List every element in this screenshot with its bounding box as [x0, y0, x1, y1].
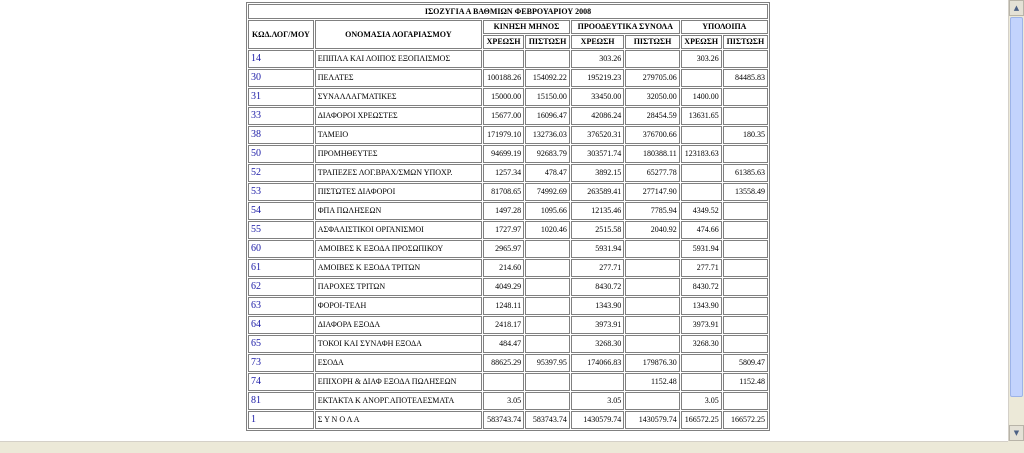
header-cumulative-credit: ΠΙΣΤΩΣΗ [625, 35, 679, 49]
account-code-cell [248, 297, 314, 315]
account-code-cell [248, 335, 314, 353]
balance-debit-cell: 3.05 [681, 392, 722, 410]
balance-debit-cell: 4349.52 [681, 202, 722, 220]
balance-credit-cell [723, 316, 768, 334]
table-row [248, 335, 768, 353]
balance-credit-cell [723, 278, 768, 296]
table-row [248, 183, 768, 201]
cumulative-credit-cell [625, 278, 679, 296]
account-code-cell [248, 183, 314, 201]
cumulative-credit-cell [625, 297, 679, 315]
account-code-link[interactable]: 73 [251, 357, 261, 368]
table-row [248, 202, 768, 220]
balance-debit-cell: 474.66 [681, 221, 722, 239]
month-credit-cell: 95397.95 [525, 354, 570, 372]
scrollbar-corner [1008, 441, 1024, 453]
header-cumulative-debit: ΧΡΕΩΣΗ [571, 35, 624, 49]
account-code-cell [248, 373, 314, 391]
balance-debit-cell: 3268.30 [681, 335, 722, 353]
balance-credit-cell [723, 107, 768, 125]
month-credit-cell: 132736.03 [525, 126, 570, 144]
balance-debit-cell: 1400.00 [681, 88, 722, 106]
account-name-cell: Σ Υ Ν Ο Λ Α [315, 411, 482, 429]
account-code-link[interactable]: 54 [251, 205, 261, 216]
table-row [248, 259, 768, 277]
balance-credit-cell: 13558.49 [723, 183, 768, 201]
account-name-cell: ΔΙΑΦΟΡΑ ΕΞΟΔΑ [315, 316, 482, 334]
account-code-cell [248, 354, 314, 372]
account-code-link[interactable]: 61 [251, 262, 261, 273]
balance-credit-cell: 166572.25 [723, 411, 768, 429]
header-group-cumulative: ΠΡΟΟΔΕΥΤΙΚΑ ΣΥΝΟΛΑ [571, 20, 680, 34]
cumulative-debit-cell: 303571.74 [571, 145, 624, 163]
month-debit-cell: 1497.28 [483, 202, 524, 220]
scroll-down-arrow-icon[interactable]: ▼ [1009, 425, 1024, 441]
account-code-link[interactable]: 64 [251, 319, 261, 330]
cumulative-credit-cell [625, 240, 679, 258]
header-group-balance: ΥΠΟΛΟΙΠΑ [681, 20, 768, 34]
balance-credit-cell [723, 335, 768, 353]
account-name-cell: ΤΑΜΕΙΟ [315, 126, 482, 144]
cumulative-debit-cell: 3973.91 [571, 316, 624, 334]
account-code-link[interactable]: 63 [251, 300, 261, 311]
table-row [248, 107, 768, 125]
account-code-cell [248, 126, 314, 144]
month-debit-cell: 1727.97 [483, 221, 524, 239]
balance-credit-cell [723, 259, 768, 277]
account-code-cell [248, 221, 314, 239]
account-name-cell: ΠΕΛΑΤΕΣ [315, 69, 482, 87]
balance-debit-cell [681, 354, 722, 372]
totals-row [248, 411, 768, 429]
balance-debit-cell [681, 164, 722, 182]
month-credit-cell: 154092.22 [525, 69, 570, 87]
month-credit-cell [525, 373, 570, 391]
cumulative-credit-cell [625, 259, 679, 277]
balance-debit-cell [681, 373, 722, 391]
balance-credit-cell: 180.35 [723, 126, 768, 144]
cumulative-debit-cell: 1343.90 [571, 297, 624, 315]
balance-credit-cell [723, 297, 768, 315]
cumulative-debit-cell: 3268.30 [571, 335, 624, 353]
cumulative-debit-cell: 2515.58 [571, 221, 624, 239]
account-code-cell [248, 278, 314, 296]
balance-debit-cell: 5931.94 [681, 240, 722, 258]
account-name-cell: ΣΥΝΑΛΛΑΓΜΑΤΙΚΕΣ [315, 88, 482, 106]
cumulative-credit-cell: 180388.11 [625, 145, 679, 163]
cumulative-debit-cell: 376520.31 [571, 126, 624, 144]
month-debit-cell: 214.60 [483, 259, 524, 277]
account-code-link[interactable]: 60 [251, 243, 261, 254]
cumulative-credit-cell: 2040.92 [625, 221, 679, 239]
month-debit-cell [483, 373, 524, 391]
account-code-cell [248, 107, 314, 125]
account-code-link[interactable]: 53 [251, 186, 261, 197]
month-credit-cell [525, 392, 570, 410]
scrollbar-thumb[interactable] [1010, 17, 1023, 397]
month-debit-cell: 2965.97 [483, 240, 524, 258]
cumulative-credit-cell [625, 335, 679, 353]
balance-debit-cell: 303.26 [681, 50, 722, 68]
account-code-cell [248, 69, 314, 87]
balance-credit-cell [723, 88, 768, 106]
month-credit-cell: 74992.69 [525, 183, 570, 201]
month-credit-cell: 16096.47 [525, 107, 570, 125]
balance-debit-cell [681, 69, 722, 87]
cumulative-credit-cell: 32050.00 [625, 88, 679, 106]
month-credit-cell [525, 316, 570, 334]
account-code-cell [248, 88, 314, 106]
cumulative-credit-cell [625, 50, 679, 68]
account-code-cell [248, 240, 314, 258]
cumulative-debit-cell: 263589.41 [571, 183, 624, 201]
month-debit-cell: 81708.65 [483, 183, 524, 201]
account-name-cell: ΦΟΡΟΙ-ΤΕΛΗ [315, 297, 482, 315]
account-code-cell [248, 145, 314, 163]
header-balance-credit: ΠΙΣΤΩΣΗ [723, 35, 768, 49]
month-credit-cell [525, 335, 570, 353]
cumulative-debit-cell: 3892.15 [571, 164, 624, 182]
balance-debit-cell: 8430.72 [681, 278, 722, 296]
header-month-debit: ΧΡΕΩΣΗ [483, 35, 524, 49]
cumulative-credit-cell: 1152.48 [625, 373, 679, 391]
account-code-link[interactable]: 55 [251, 224, 261, 235]
month-debit-cell: 3.05 [483, 392, 524, 410]
account-code-link[interactable]: 52 [251, 167, 261, 178]
month-credit-cell [525, 240, 570, 258]
table-row [248, 50, 768, 68]
cumulative-credit-cell: 179876.30 [625, 354, 679, 372]
table-row [248, 316, 768, 334]
cumulative-debit-cell: 12135.46 [571, 202, 624, 220]
month-debit-cell: 100188.26 [483, 69, 524, 87]
month-credit-cell: 15150.00 [525, 88, 570, 106]
cumulative-credit-cell [625, 392, 679, 410]
month-credit-cell: 1095.66 [525, 202, 570, 220]
account-code-link[interactable]: 74 [251, 376, 261, 387]
header-group-month: ΚΙΝΗΣΗ ΜΗΝΟΣ [483, 20, 570, 34]
account-name-cell: ΠΑΡΟΧΕΣ ΤΡΙΤΩΝ [315, 278, 482, 296]
month-credit-cell [525, 50, 570, 68]
month-debit-cell: 484.47 [483, 335, 524, 353]
account-code-link[interactable]: 62 [251, 281, 261, 292]
month-debit-cell: 583743.74 [483, 411, 524, 429]
header-account-code: ΚΩΔ.ΛΟΓ/ΜΟΥ [248, 20, 314, 49]
account-code-link[interactable]: 1 [251, 414, 256, 425]
month-credit-cell: 583743.74 [525, 411, 570, 429]
balance-credit-cell [723, 145, 768, 163]
cumulative-debit-cell: 195219.23 [571, 69, 624, 87]
cumulative-credit-cell [625, 316, 679, 334]
balance-debit-cell: 1343.90 [681, 297, 722, 315]
cumulative-debit-cell: 174066.83 [571, 354, 624, 372]
balance-debit-cell: 166572.25 [681, 411, 722, 429]
balance-debit-cell [681, 183, 722, 201]
account-name-cell: ΦΠΑ ΠΩΛΗΣΕΩΝ [315, 202, 482, 220]
month-credit-cell: 478.47 [525, 164, 570, 182]
account-name-cell: ΑΜΟΙΒΕΣ Κ ΕΞΟΔΑ ΤΡΙΤΩΝ [315, 259, 482, 277]
account-code-link[interactable]: 30 [251, 72, 261, 83]
month-debit-cell: 1248.11 [483, 297, 524, 315]
month-credit-cell [525, 259, 570, 277]
vertical-scrollbar[interactable] [1008, 0, 1024, 441]
account-code-link[interactable]: 65 [251, 338, 261, 349]
horizontal-scrollbar[interactable] [0, 441, 1008, 453]
account-code-link[interactable]: 81 [251, 395, 261, 406]
table-row [248, 126, 768, 144]
account-name-cell: ΑΣΦΑΛΙΣΤΙΚΟΙ ΟΡΓΑΝΙΣΜΟΙ [315, 221, 482, 239]
account-code-link[interactable]: 31 [251, 91, 261, 102]
balance-credit-cell: 1152.48 [723, 373, 768, 391]
cumulative-credit-cell: 65277.78 [625, 164, 679, 182]
account-code-cell [248, 202, 314, 220]
cumulative-credit-cell: 1430579.74 [625, 411, 679, 429]
cumulative-debit-cell: 1430579.74 [571, 411, 624, 429]
table-row [248, 278, 768, 296]
table-row [248, 240, 768, 258]
account-code-link[interactable]: 14 [251, 53, 261, 64]
account-name-cell: ΑΜΟΙΒΕΣ Κ ΕΞΟΔΑ ΠΡΟΣΩΠΙΚΟΥ [315, 240, 482, 258]
account-code-cell [248, 259, 314, 277]
balance-credit-cell: 84485.83 [723, 69, 768, 87]
cumulative-credit-cell: 28454.59 [625, 107, 679, 125]
account-name-cell: ΤΡΑΠΕΖΕΣ ΛΟΓ.ΒΡΑΧ/ΣΜΩΝ ΥΠΟΧΡ. [315, 164, 482, 182]
table-row [248, 69, 768, 87]
balance-debit-cell: 123183.63 [681, 145, 722, 163]
account-code-cell [248, 411, 314, 429]
account-code-link[interactable]: 33 [251, 110, 261, 121]
month-debit-cell: 171979.10 [483, 126, 524, 144]
month-credit-cell: 1020.46 [525, 221, 570, 239]
balance-debit-cell: 277.71 [681, 259, 722, 277]
account-code-cell [248, 50, 314, 68]
month-debit-cell: 94699.19 [483, 145, 524, 163]
balance-credit-cell: 5809.47 [723, 354, 768, 372]
month-debit-cell: 1257.34 [483, 164, 524, 182]
cumulative-debit-cell: 3.05 [571, 392, 624, 410]
table-row [248, 88, 768, 106]
cumulative-debit-cell: 8430.72 [571, 278, 624, 296]
cumulative-debit-cell: 42086.24 [571, 107, 624, 125]
account-code-cell [248, 164, 314, 182]
balance-debit-cell: 3973.91 [681, 316, 722, 334]
balance-credit-cell [723, 221, 768, 239]
account-name-cell: ΠΙΣΤΩΤΕΣ ΔΙΑΦΟΡΟΙ [315, 183, 482, 201]
month-debit-cell: 15000.00 [483, 88, 524, 106]
table-row [248, 221, 768, 239]
account-name-cell: ΕΣΟΔΑ [315, 354, 482, 372]
month-debit-cell: 4049.29 [483, 278, 524, 296]
cumulative-credit-cell: 277147.90 [625, 183, 679, 201]
table-row [248, 392, 768, 410]
table-row [248, 297, 768, 315]
cumulative-credit-cell: 7785.94 [625, 202, 679, 220]
cumulative-debit-cell: 277.71 [571, 259, 624, 277]
account-code-cell [248, 316, 314, 334]
balance-debit-cell [681, 126, 722, 144]
cumulative-credit-cell: 279705.06 [625, 69, 679, 87]
account-name-cell: ΠΡΟΜΗΘΕΥΤΕΣ [315, 145, 482, 163]
account-name-cell: ΤΟΚΟΙ ΚΑΙ ΣΥΝΑΦΗ ΕΞΟΔΑ [315, 335, 482, 353]
cumulative-debit-cell: 303.26 [571, 50, 624, 68]
month-debit-cell: 2418.17 [483, 316, 524, 334]
account-code-link[interactable]: 38 [251, 129, 261, 140]
table-row [248, 164, 768, 182]
table-row [248, 373, 768, 391]
header-month-credit: ΠΙΣΤΩΣΗ [525, 35, 570, 49]
cumulative-debit-cell [571, 373, 624, 391]
balance-credit-cell: 61385.63 [723, 164, 768, 182]
account-code-link[interactable]: 50 [251, 148, 261, 159]
balance-credit-cell [723, 240, 768, 258]
month-debit-cell: 88625.29 [483, 354, 524, 372]
cumulative-debit-cell: 5931.94 [571, 240, 624, 258]
month-credit-cell: 92683.79 [525, 145, 570, 163]
account-name-cell: ΕΠΙΠΛΑ ΚΑΙ ΛΟΙΠΟΣ ΕΞΟΠΛΙΣΜΟΣ [315, 50, 482, 68]
balance-debit-cell: 13631.65 [681, 107, 722, 125]
scroll-up-arrow-icon[interactable]: ▲ [1009, 0, 1024, 16]
cumulative-debit-cell: 33450.00 [571, 88, 624, 106]
table-row [248, 145, 768, 163]
month-debit-cell: 15677.00 [483, 107, 524, 125]
balance-credit-cell [723, 50, 768, 68]
balance-credit-cell [723, 202, 768, 220]
trial-balance-table [246, 2, 770, 431]
month-credit-cell [525, 297, 570, 315]
balance-credit-cell [723, 392, 768, 410]
month-credit-cell [525, 278, 570, 296]
account-name-cell: ΔΙΑΦΟΡΟΙ ΧΡΕΩΣΤΕΣ [315, 107, 482, 125]
table-title: ΙΣΟΖΥΓΙΑ Α ΒΑΘΜΙΩΝ ΦΕΒΡΟΥΑΡΙΟΥ 2008 [248, 4, 768, 19]
cumulative-credit-cell: 376700.66 [625, 126, 679, 144]
account-name-cell: ΕΚΤΑΚΤΑ Κ ΑΝΟΡΓ.ΑΠΟΤΕΛΕΣΜΑΤΑ [315, 392, 482, 410]
table-row [248, 354, 768, 372]
header-balance-debit: ΧΡΕΩΣΗ [681, 35, 722, 49]
account-name-cell: ΕΠΙΧΟΡΗ & ΔΙΑΦ ΕΞΟΔΑ ΠΩΛΗΣΕΩΝ [315, 373, 482, 391]
account-code-cell [248, 392, 314, 410]
month-debit-cell [483, 50, 524, 68]
header-account-name: ΟΝΟΜΑΣΙΑ ΛΟΓΑΡΙΑΣΜΟΥ [315, 20, 482, 49]
